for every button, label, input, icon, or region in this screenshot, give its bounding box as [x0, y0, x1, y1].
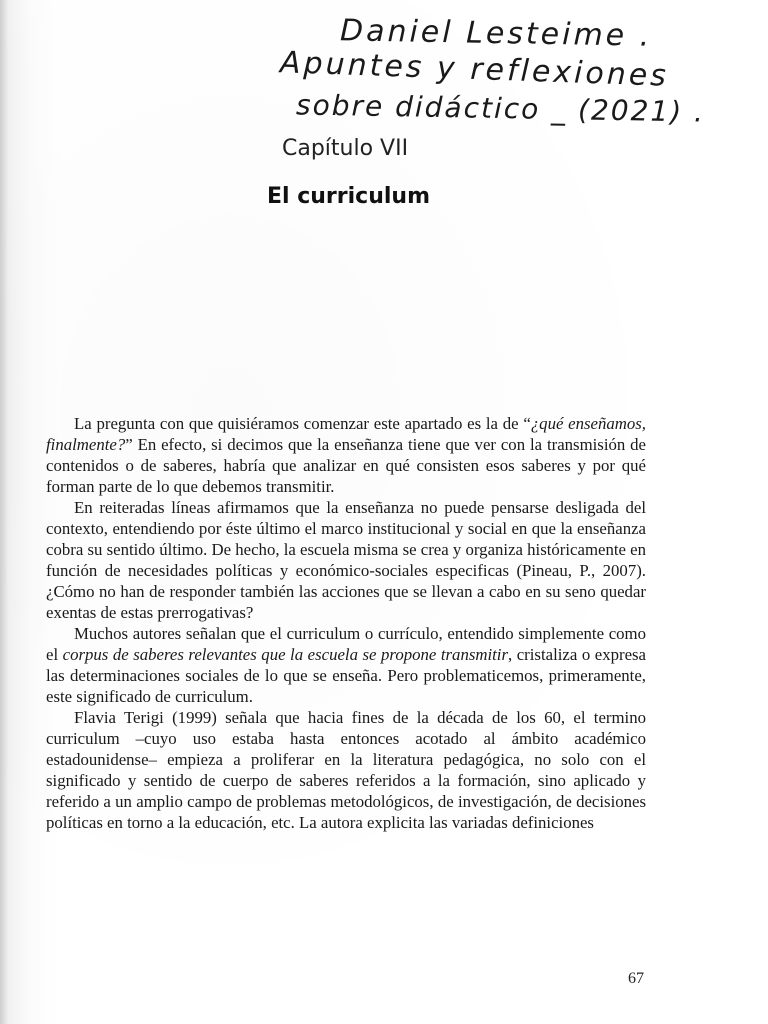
- paragraph-1-segment-3: ” En efecto, si decimos que la enseñanza tiene que ver con la transmisión de contenidos o de saberes, habría que analizar en qué consisten esos saberes y por qué forman parte de lo que debemos transmitir.: [46, 435, 646, 496]
- paragraph-3-segment-2: corpus de saberes relevantes que la escuela se propone transmitir: [62, 645, 508, 664]
- paragraph-3-segment-1: Muchos autores señalan que el curriculum o currículo, entendido simplemente como el: [46, 624, 646, 664]
- handwritten-book-title-note: Apuntes y reflexiones: [279, 45, 670, 94]
- paragraph-2-segment-1: En reiteradas líneas afirmamos que la enseñanza no puede pensarse desligada del contexto, entendiendo por éste último el marco institucional y social en que la enseñanza cobra su sentido último. De hecho, la escuela misma se crea y organiza históricamente en función de necesidades políticas y económico-sociales especificas (Pineau, P., 2007). ¿Cómo no han de responder también las acciones que se llevan a cabo en su seno quedar exentas de estas prerrogativas?: [46, 498, 646, 622]
- paragraph-1-segment-1: La pregunta con que quisiéramos comenzar este apartado es la de “: [74, 414, 531, 433]
- page-edge-shadow: [0, 0, 8, 1024]
- paragraph-1-segment-2: ¿qué enseñamos, finalmente?: [46, 414, 646, 454]
- handwritten-book-subtitle-note: sobre didáctico _ (2021) .: [295, 88, 706, 129]
- chapter-title: El curriculum: [267, 184, 431, 209]
- paragraph-4-segment-1: Flavia Terigi (1999) señala que hacia fines de la década de los 60, el termino curriculum –cuyo uso estaba hasta entonces acotado al ámbito académico estadounidense– empieza a proliferar en la literatura pedagógica, no solo con el significado y sentido de cuerpo de saberes referidos a la formación, sino aplicado y referido a un amplio campo de problemas metodológicos, de investigación, de decisiones políticas en torno a la educación, etc. La autora explicita las variadas definiciones: [46, 708, 646, 832]
- chapter-body: [46, 413, 646, 833]
- paragraph-2: [46, 497, 646, 623]
- handwritten-author-note: Daniel Lesteime .: [339, 13, 653, 54]
- chapter-label: Capítulo VII: [282, 136, 409, 161]
- page-number: 67: [628, 970, 644, 987]
- paragraph-4: [46, 707, 646, 833]
- paragraph-3: [46, 623, 646, 707]
- paragraph-3-segment-3: , cristaliza o expresa las determinaciones sociales de lo que se enseña. Pero problematicemos, primeramente, este significado de curriculum.: [46, 645, 646, 706]
- paragraph-1: [46, 413, 646, 497]
